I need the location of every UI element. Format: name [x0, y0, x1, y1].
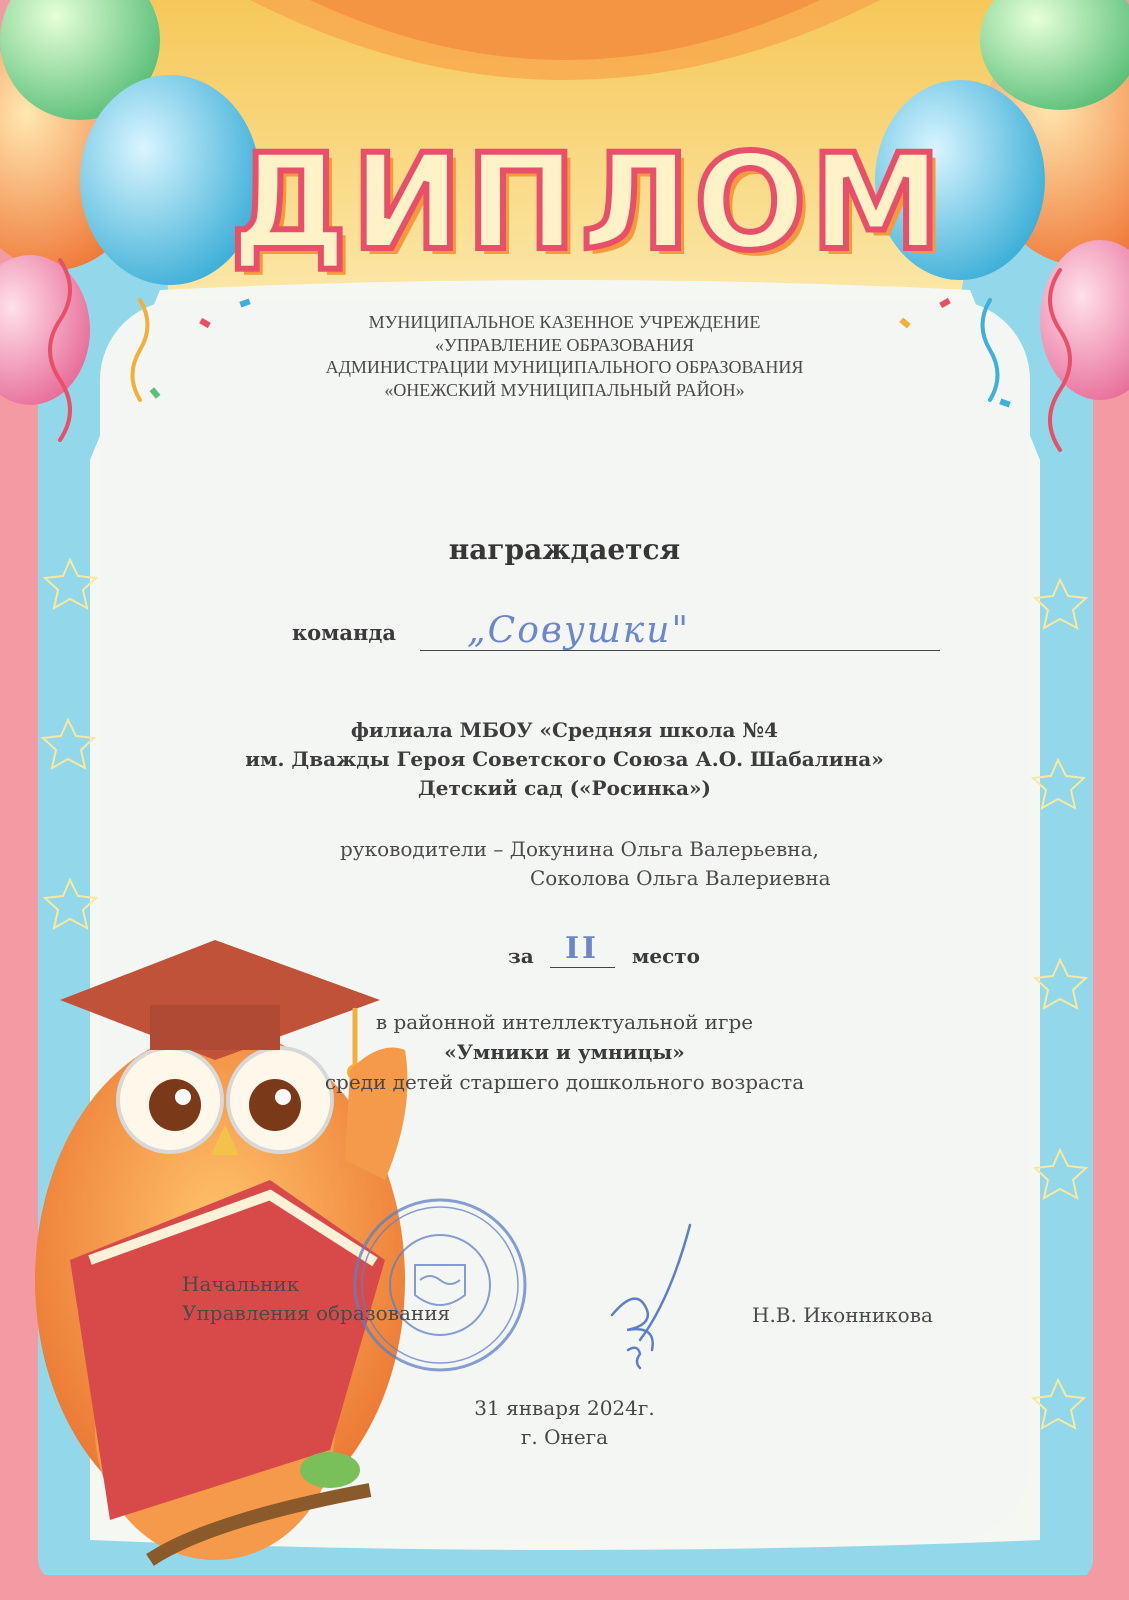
issuer-line: «УПРАВЛЕНИЕ ОБРАЗОВАНИЯ [435, 334, 694, 355]
contest-line: в районной интеллектуальной игре [375, 1010, 754, 1034]
school-line: Детский сад («Росинка») [418, 776, 711, 800]
signer-position-line: Управления образования [182, 1301, 451, 1325]
issue-date: 31 января 2024г. [474, 1396, 655, 1420]
leaders-line: Соколова Ольга Валериевна [530, 866, 831, 890]
date-block [0, 1394, 1129, 1452]
school-line: им. Дважды Героя Советского Союза А.О. Шабалина» [245, 747, 884, 771]
issuer-line: МУНИЦИПАЛЬНОЕ КАЗЕННОЕ УЧРЕЖДЕНИЕ [368, 312, 761, 332]
contest-line: среди детей старшего дошкольного возраста [324, 1070, 805, 1094]
team-label: команда [292, 620, 396, 645]
place-suffix: место [632, 944, 701, 968]
signer-name: Н.В. Иконникова [752, 1303, 933, 1327]
place-prefix: за [508, 944, 534, 968]
signature-mark [612, 1225, 690, 1368]
awarded-heading: награждается [448, 533, 681, 566]
place-value-handwritten: II [565, 931, 600, 966]
school-line: филиала МБОУ «Средняя школа №4 [350, 718, 779, 742]
contest-name: «Умники и умницы» [444, 1040, 685, 1064]
diploma-title: ДИПЛОМ [230, 126, 946, 280]
issuer-line: АДМИНИСТРАЦИИ МУНИЦИПАЛЬНОГО ОБРАЗОВАНИЯ [325, 357, 804, 377]
leaders-line: руководители – Докунина Ольга Валерьевна, [340, 837, 819, 861]
team-name-handwritten: „Совушки" [467, 610, 691, 651]
issue-city: г. Онега [520, 1425, 609, 1449]
issuer-line: «ОНЕЖСКИЙ МУНИЦИПАЛЬНЫЙ РАЙОН» [384, 379, 745, 400]
signer-position [182, 1270, 450, 1328]
signer-position-line: Начальник [182, 1272, 300, 1296]
